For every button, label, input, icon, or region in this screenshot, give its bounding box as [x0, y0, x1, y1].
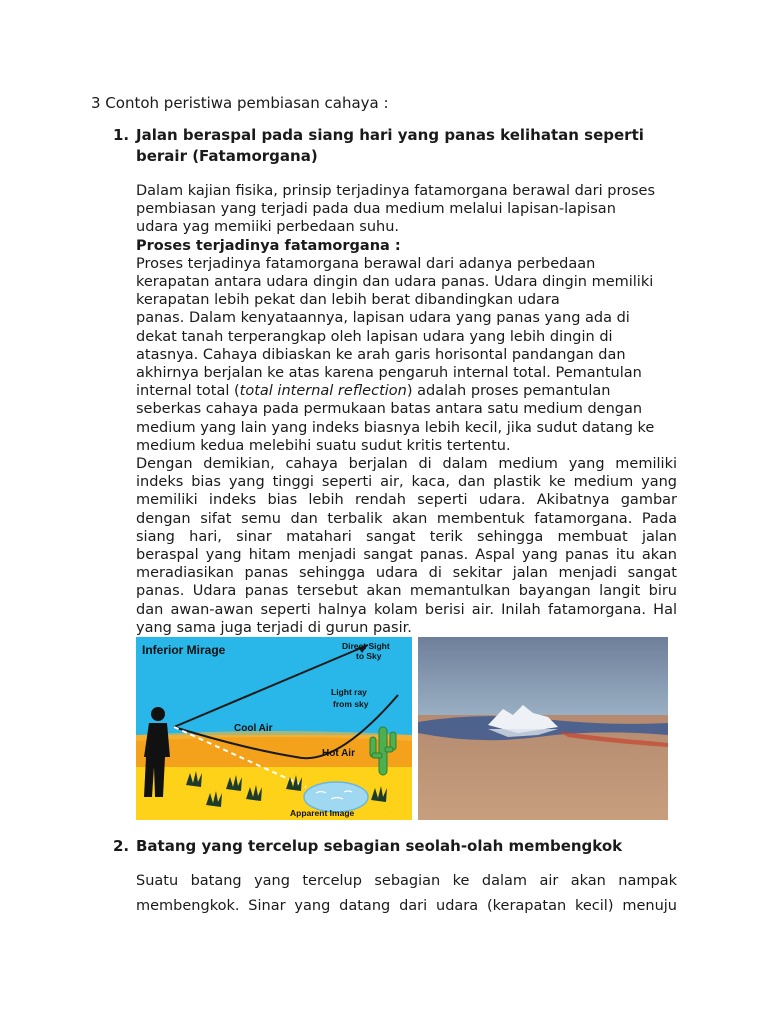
ground-layer [136, 767, 412, 820]
paragraph-line: panas. Udara panas tersebut akan memantulkan bayangan langit biru [136, 583, 677, 600]
paragraph-line: udara yag memiiki perbedaan suhu. [136, 219, 399, 236]
section-1-title-line-2: berair (Fatamorgana) [136, 147, 318, 165]
label-direct-sight: Direct Sight [342, 641, 390, 651]
mirage-photo [418, 637, 668, 820]
paragraph-line: siang hari, sinar matahari sangat terik sehingga membuat jalan [136, 528, 677, 545]
photo-sky [418, 637, 668, 717]
label-apparent-image: Apparent Image [290, 808, 355, 818]
paragraph-line: membengkok. Sinar yang datang dari udara (kerapatan kecil) menuju [136, 898, 677, 914]
paragraph-line: meradiasikan panas sehingga udara di sekitar jalan menjadi sangat [136, 565, 677, 582]
paragraph-line: Suatu batang yang tercelup sebagian ke dalam air akan nampak [136, 873, 677, 889]
inferior-mirage-diagram [136, 637, 412, 820]
tir-after: ) adalah proses pemantulan [406, 383, 611, 400]
paragraph-line: dan awan-awan seperti halnya kolam berisi air. Inilah fatamorgana. Hal [136, 601, 677, 618]
paragraph-line: yang sama juga terjadi di gurun pasir. [136, 619, 412, 636]
tir-before: internal total ( [136, 383, 240, 400]
paragraph-line: Dalam kajian fisika, prinsip terjadinya fatamorgana berawal dari proses [136, 183, 656, 199]
label-to-sky: to Sky [356, 651, 382, 661]
paragraph-line: beraspal yang hitam menjadi sangat panas. Aspal yang panas itu akan [136, 547, 677, 564]
section-2-title: Batang yang tercelup sebagian seolah-olah membengkok [136, 837, 623, 855]
paragraph-line: dengan sifat semu dan terbalik akan membentuk fatamorgana. Pada [136, 510, 677, 527]
paragraph-1 [136, 182, 677, 637]
paragraph-line: panas. Dalam kenyataannya, lapisan udara yang panas yang ada di [136, 310, 630, 327]
label-light-ray: Light ray [331, 687, 367, 697]
subheading-process: Proses terjadinya fatamorgana : [136, 237, 401, 254]
section-1-title-line-1: Jalan beraspal pada siang hari yang panas kelihatan seperti [136, 126, 644, 144]
label-cool-air: Cool Air [234, 723, 273, 734]
paragraph-line: medium yang lain yang indeks biasnya lebih kecil, jika sudut datang ke [136, 419, 655, 436]
paragraph-line: pembiasan yang terjadi pada dua medium melalui lapisan-lapisan [136, 201, 616, 218]
paragraph-line: medium kedua melebihi suatu sudut kritis tertentu. [136, 437, 511, 454]
tir-italic: total internal reflection [239, 383, 407, 400]
section-1-number: 1. [113, 126, 130, 144]
paragraph-line: akhirnya berjalan ke atas karena pengaruh internal total. Pemantulan [136, 365, 642, 382]
label-from-sky: from sky [333, 699, 369, 709]
paragraph-line: kerapatan lebih pekat dan lebih berat dibandingkan udara [136, 292, 560, 309]
paragraph-line: atasnya. Cahaya dibiaskan ke arah garis horisontal pandangan dan [136, 346, 626, 363]
paragraph-line: seberkas cahaya pada permukaan batas antara satu medium dengan [136, 401, 643, 418]
paragraph-line-tir [136, 382, 677, 400]
intro-line: 3 Contoh peristiwa pembiasan cahaya : [91, 94, 389, 112]
paragraph-line: dekat tanah terperangkap oleh lapisan udara yang lebih dingin di [136, 328, 613, 345]
section-2-number: 2. [113, 837, 130, 855]
paragraph-4 [136, 869, 677, 919]
label-hot-air: Hot Air [322, 748, 355, 759]
paragraph-line: indeks bias yang tinggi seperti air, kaca, dan plastik ke medium yang [136, 474, 677, 491]
diagram-title: Inferior Mirage [142, 643, 226, 657]
paragraph-line: Dengan demikian, cahaya berjalan di dalam medium yang memiliki [136, 456, 677, 473]
paragraph-line: Proses terjadinya fatamorgana berawal dari adanya perbedaan [136, 255, 596, 272]
paragraph-line: kerapatan antara udara dingin dan udara panas. Udara dingin memiliki [136, 274, 654, 291]
paragraph-line: memiliki indeks bias lebih rendah seperti udara. Akibatnya gambar [136, 492, 677, 509]
